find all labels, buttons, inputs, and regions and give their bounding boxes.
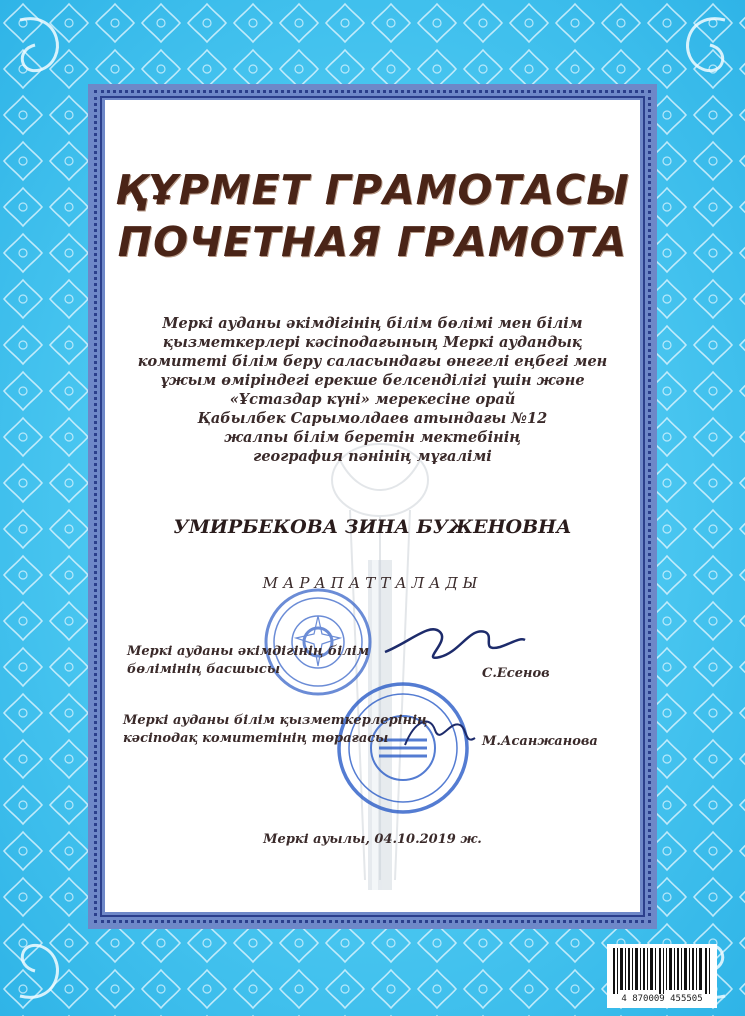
signatory-1-name: С.Есенов xyxy=(482,666,550,681)
description-line: қызметкерлері кәсіподағының Меркі аудандық xyxy=(162,334,583,351)
description-line: жалпы білім беретін мектебінің xyxy=(224,429,521,446)
signatory-2-position xyxy=(123,712,427,748)
place-and-date: Меркі ауылы, 04.10.2019 ж. xyxy=(263,832,482,847)
signatory-1-position-line1: Меркі ауданы әкімдігінің білім xyxy=(127,644,370,659)
signatory-1-position xyxy=(127,643,369,679)
description-line: ұжым өміріндегі ерекше белсенділігі үшін және xyxy=(160,372,585,389)
signatory-2-position-line1: Меркі ауданы білім қызметкерлерінің xyxy=(123,713,428,728)
signatory-2-position-line2: кәсіподақ комитетінің төрағасы xyxy=(123,731,389,746)
barcode-number: 4 870009 455505 xyxy=(621,994,703,1004)
recipient-name: УМИРБЕКОВА ЗИНА БУЖЕНОВНА xyxy=(173,516,572,538)
description-line: Қабылбек Сарымолдаев атындағы №12 xyxy=(197,410,548,427)
signatory-1-position-line2: бөлімінің басшысы xyxy=(127,662,281,677)
title-kazakh: ҚҰРМЕТ ГРАМОТАСЫ xyxy=(115,166,630,214)
awarded-label: МАРАПАТТАЛАДЫ xyxy=(262,574,483,592)
description-line: «Ұстаздар күні» мерекесіне орай xyxy=(229,391,516,408)
description-line: география пәнінің мұғалімі xyxy=(253,448,492,465)
description-line: комитеті білім беру саласындағы өнегелі еңбегі мен xyxy=(137,353,608,370)
award-description xyxy=(120,314,625,466)
title-russian: ПОЧЕТНАЯ ГРАМОТА xyxy=(117,218,628,266)
description-line: Меркі ауданы әкімдігінің білім бөлімі мен білім xyxy=(162,315,583,332)
signatory-2-name: М.Асанжанова xyxy=(482,734,598,749)
signature-esenov xyxy=(380,612,530,672)
